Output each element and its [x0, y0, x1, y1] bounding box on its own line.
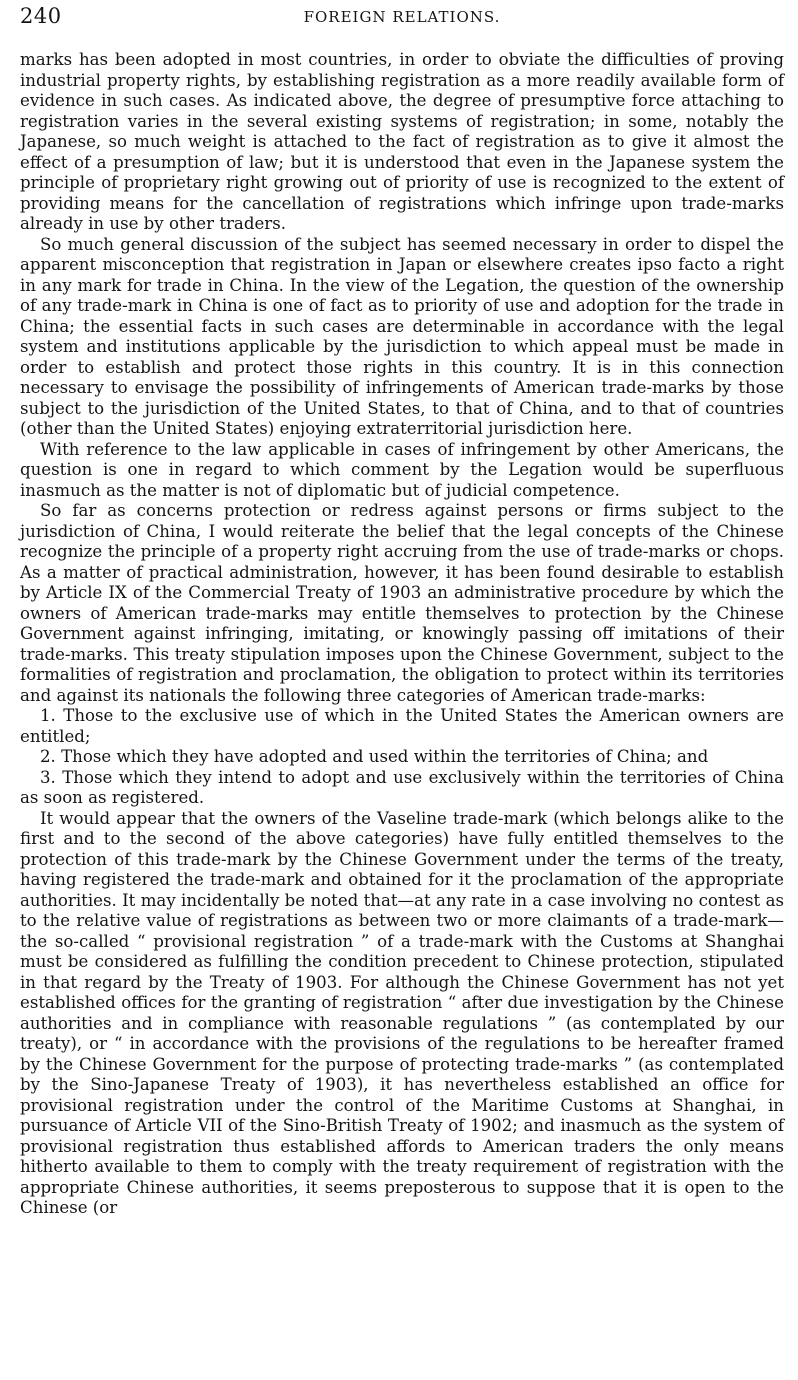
paragraph: So far as concerns protection or redress against persons or firms subject to the jurisdiction of China, I would reiterate the belief that the legal concepts of the Chinese recognize the principle of a property right accruing from the use of trade-marks or chops. As a matter of practical administration, however, it has been found desirable to establish by Article IX of the Commercial Treaty of 1903 an administrative procedure by which the owners of American trade-marks may entitle themselves to protection by the Chinese Government against infringing, imitating, or knowingly passing off imitations of their trade-marks. This treaty stipulation imposes upon the Chinese Government, subject to the formalities of registration and proclamation, the obligation to protect within its territories and against its nationals the following three categories of American trade-marks: — [20, 501, 784, 705]
running-head: FOREIGN RELATIONS. — [303, 8, 501, 26]
page-number: 240 — [20, 4, 62, 28]
paragraph: So much general discussion of the subject has seemed necessary in order to dispel the apparent misconception that registration in Japan or elsewhere creates ipso facto a right in any mark for trade in China. In the view of the Legation, the question of the ownership of any trade-mark in China is one of fact as to priority of use and adoption for the trade in China; the essential facts in such cases are determinable in accordance with the legal system and institutions applicable by the jurisdiction to which appeal must be made in order to establish and protect those rights in this country. It is in this connection necessary to envisage the possibility of infringements of American trade-marks by those subject to the jurisdiction of the United States, to that of China, and to that of countries (other than the United States) enjoying extraterritorial jurisdiction here. — [20, 234, 784, 438]
page-header — [20, 2, 784, 30]
paragraph: It would appear that the owners of the Vaseline trade-mark (which belongs alike to the first and to the second of the above categories) have fully entitled themselves to the protection of this trade-mark by the Chinese Government under the terms of the treaty, having registered the trade-mark and obtained for it the proclamation of the appropriate authorities. It may incidentally be noted that—at any rate in a case involving no contest as to the relative value of registrations as between two or more claimants of a trade-mark—the so-called “ provisional registration ” of a trade-mark with the Customs at Shanghai must be considered as fulfilling the condition precedent to Chinese protection, stipulated in that regard by the Treaty of 1903. For although the Chinese Government has not yet established offices for the granting of registration “ after due investigation by the Chinese authorities and in compliance with reasonable regulations ” (as contemplated by our treaty), or “ in accordance with the provisions of the regulations to be hereafter framed by the Chinese Government for the purpose of protecting trade-marks ” (as contemplated by the Sino-Japanese Treaty of 1903), it has nevertheless established an office for provisional registration under the control of the Maritime Customs at Shanghai, in pursuance of Article VII of the Sino-British Treaty of 1902; and inasmuch as the system of provisional registration thus established affords to American traders the only means hitherto available to them to comply with the treaty requirement of registration with the appropriate Chinese authorities, it seems preposterous to suppose that it is open to the Chinese (or — [20, 808, 784, 1217]
list-item: 3. Those which they intend to adopt and use exclusively within the territories of China as soon as registered. — [20, 767, 784, 807]
paragraph: With reference to the law applicable in cases of infringement by other Americans, the question is one in regard to which comment by the Legation would be superfluous inasmuch as the matter is not of diplomatic but of judicial competence. — [20, 439, 784, 500]
body-text — [20, 50, 784, 1219]
paragraph: marks has been adopted in most countries, in order to obviate the difficulties of proving industrial property rights, by establishing registration as a more readily available form of evidence in such cases. As indicated above, the degree of presumptive force attaching to registration varies in the several existing systems of registration; in some, notably the Japanese, so much weight is attached to the fact of registration as to give it almost the effect of a presumption of law; but it is understood that even in the Japanese system the principle of proprietary right growing out of priority of use is recognized to the extent of providing means for the cancellation of registrations which infringe upon trade-marks already in use by other traders. — [20, 50, 784, 233]
list-item: 2. Those which they have adopted and used within the territories of China; and — [40, 747, 709, 766]
list-item: 1. Those to the exclusive use of which in the United States the American owners are entitled; — [20, 706, 784, 746]
